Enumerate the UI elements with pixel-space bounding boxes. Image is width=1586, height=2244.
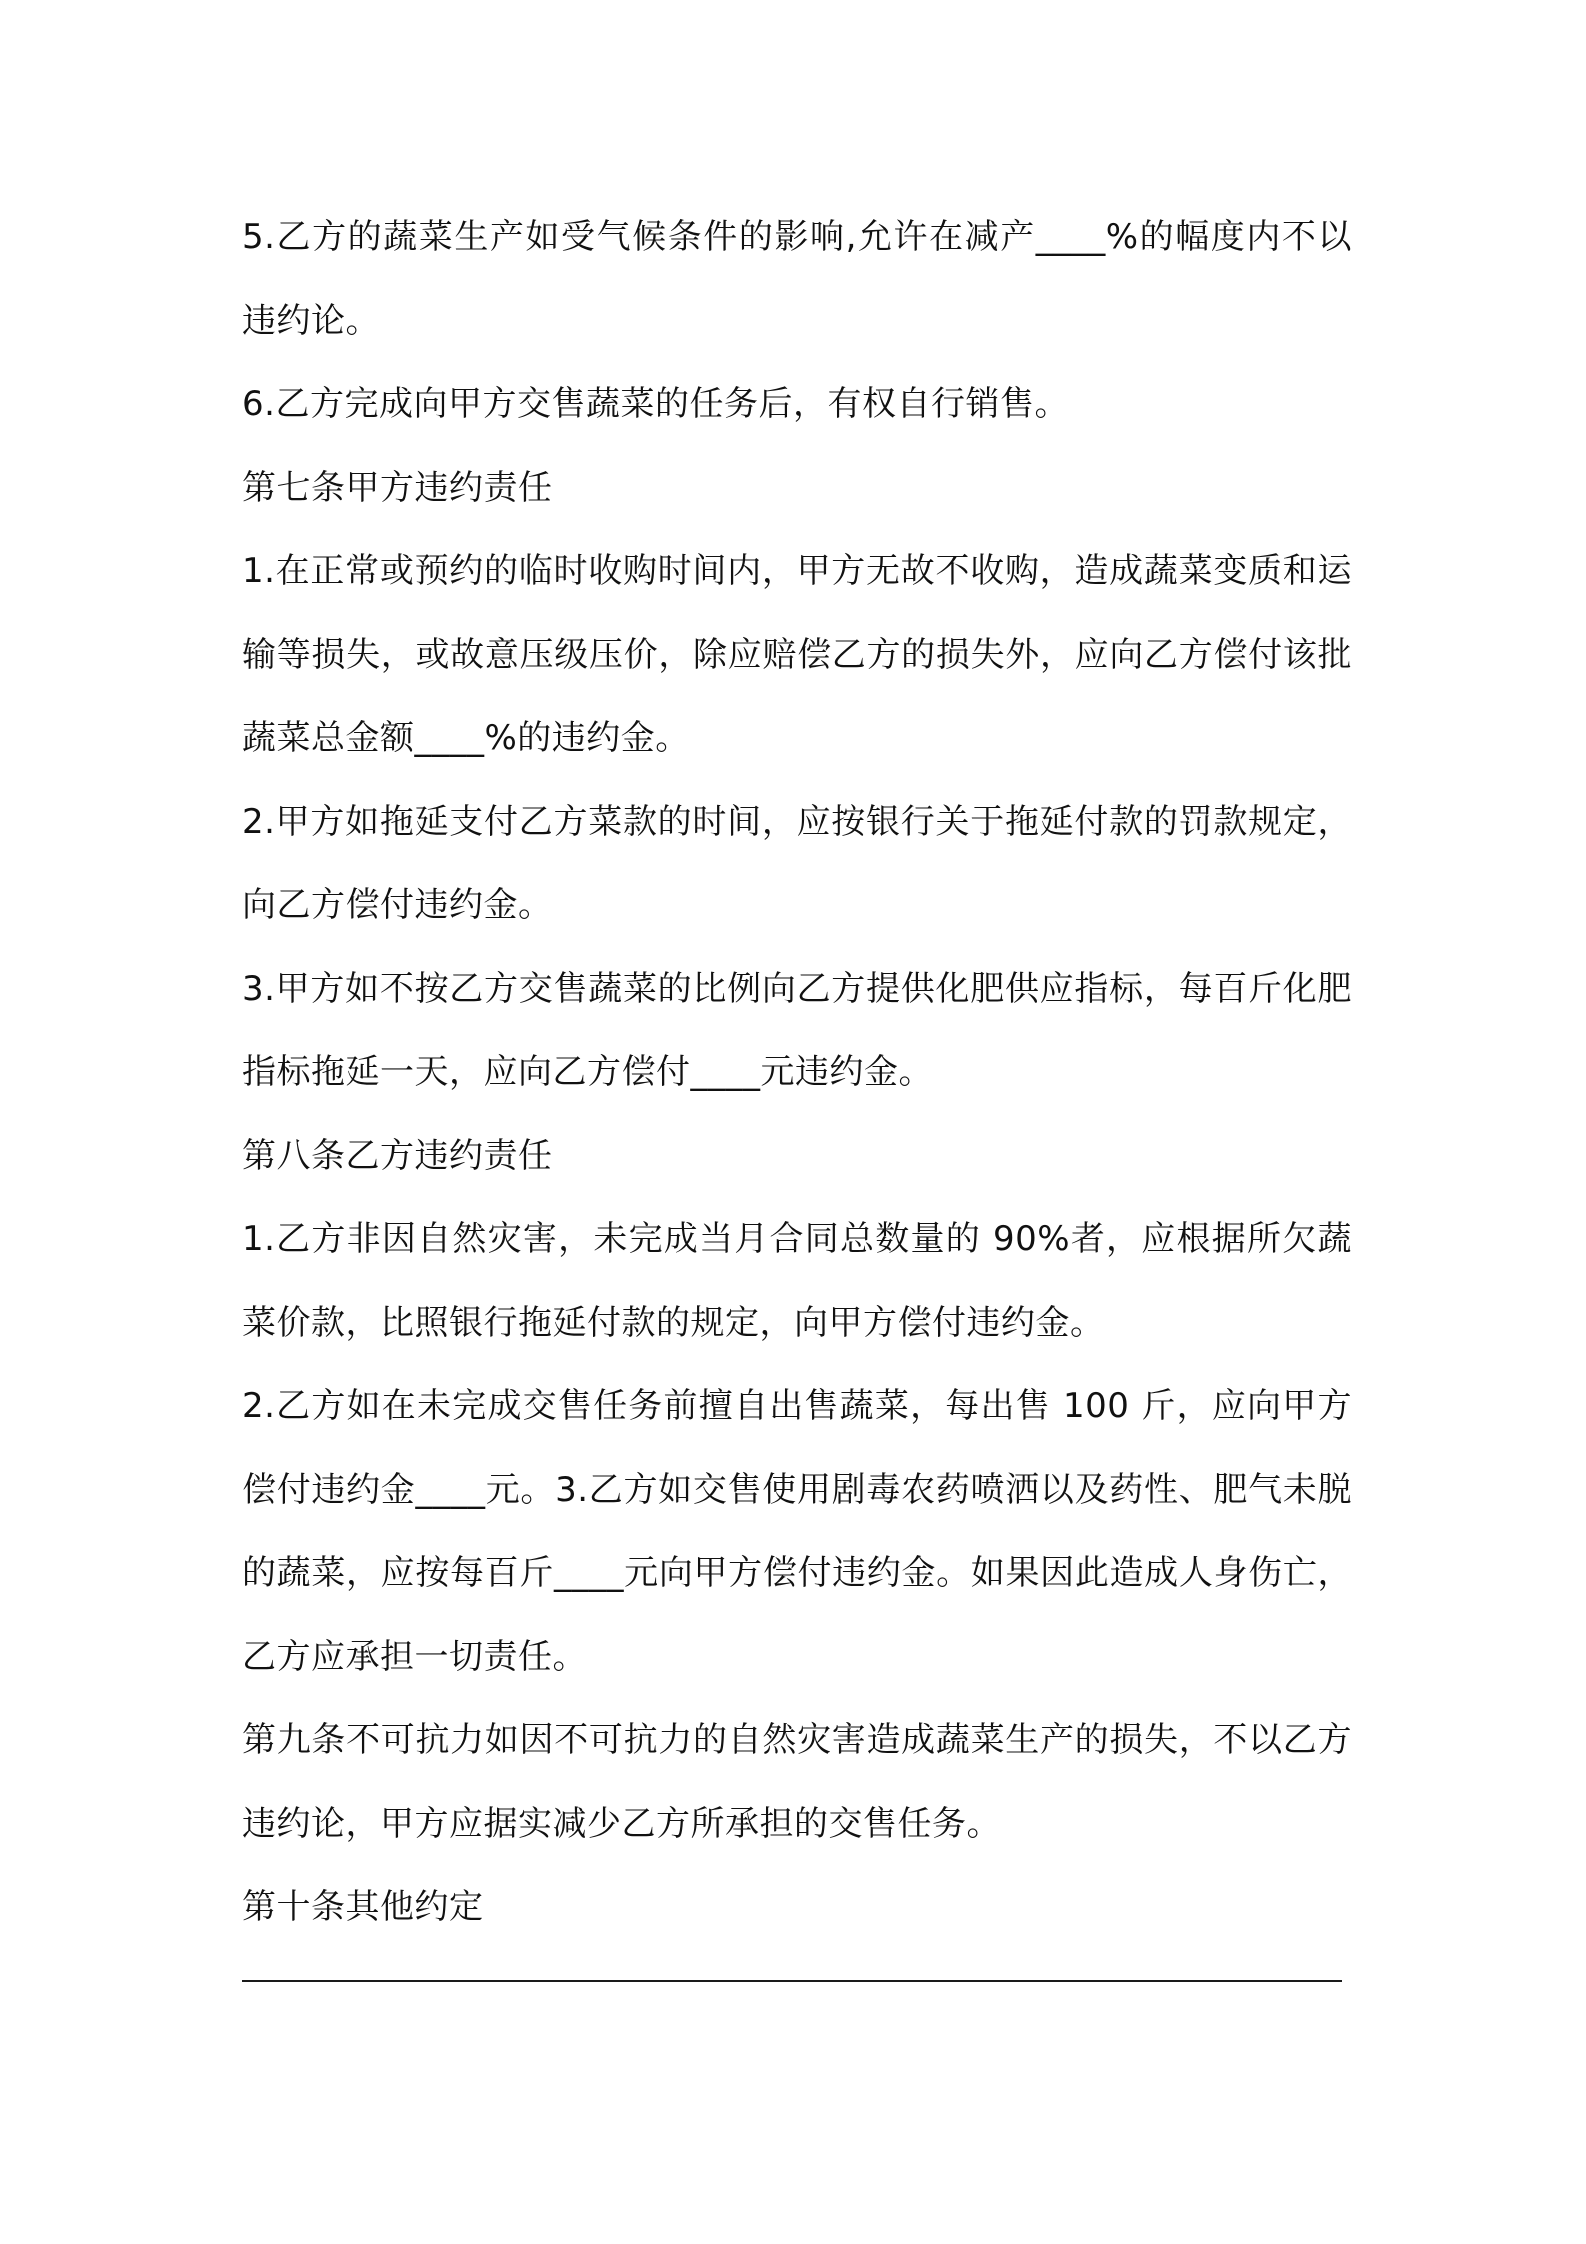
article-7-item-3: 3.甲方如不按乙方交售蔬菜的比例向乙方提供化肥供应指标，每百斤化肥指标拖延一天，应向乙方偿付____元违约金。 [242, 968, 1352, 1092]
article-8-item-1: 1.乙方非因自然灾害，未完成当月合同总数量的 90%者，应根据所欠蔬菜价款，比照银行拖延付款的规定，向甲方偿付违约金。 [242, 1219, 1352, 1343]
article-8-item-2-3: 2.乙方如在未完成交售任务前擅自出售蔬菜，每出售 100 斤，应向甲方偿付违约金____元。3.乙方如交售使用剧毒农药喷洒以及药性、肥气未脱的蔬菜，应按每百斤____元向甲方偿付违约金。如果因此造成人身伤亡，乙方应承担一切责任。 [242, 1386, 1352, 1677]
article-8-heading: 第八条乙方违约责任 [242, 1135, 553, 1176]
article-7-item-1: 1.在正常或预约的临时收购时间内，甲方无故不收购，造成蔬菜变质和运输等损失，或故意压级压价，除应赔偿乙方的损失外，应向乙方偿付该批蔬菜总金额____%的违约金。 [242, 551, 1352, 758]
article-7-heading: 第七条甲方违约责任 [242, 467, 553, 508]
document-body [242, 196, 1352, 1982]
clause-5-paragraph: 5.乙方的蔬菜生产如受气候条件的影响,允许在减产____%的幅度内不以违约论。 [242, 217, 1352, 341]
other-terms-blank-line [242, 1980, 1342, 1982]
article-9-paragraph: 第九条不可抗力如因不可抗力的自然灾害造成蔬菜生产的损失，不以乙方违约论，甲方应据实减少乙方所承担的交售任务。 [242, 1720, 1352, 1844]
article-7-item-2: 2.甲方如拖延支付乙方菜款的时间，应按银行关于拖延付款的罚款规定，向乙方偿付违约金。 [242, 801, 1352, 925]
clause-6-paragraph: 6.乙方完成向甲方交售蔬菜的任务后，有权自行销售。 [242, 384, 1069, 424]
article-10-heading: 第十条其他约定 [242, 1887, 484, 1927]
